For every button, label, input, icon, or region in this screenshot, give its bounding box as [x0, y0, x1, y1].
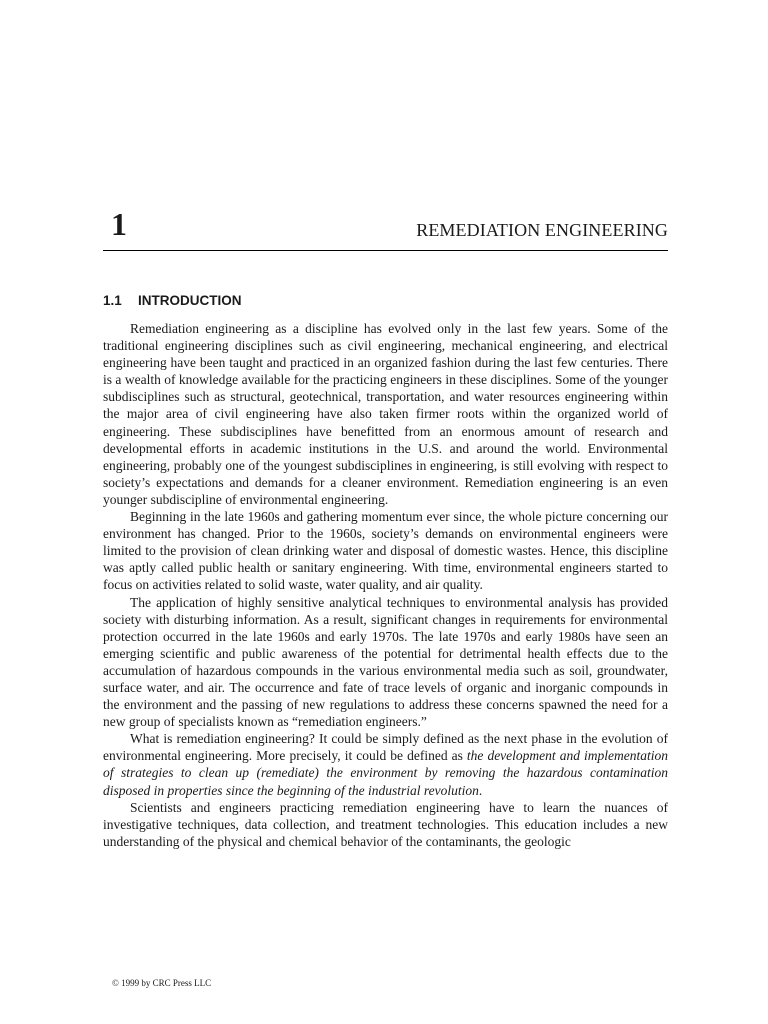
paragraph-tail: .	[478, 782, 483, 798]
paragraph-text: Beginning in the late 1960s and gathering momentum ever since, the whole picture concerning our environment has changed. Prior to the 1960s, society’s demands on environmental engineers were limited to the provision of clean drinking water and disposal of domestic wastes. Hence, this discipline was aptly called public health or sanitary engineering. With time, environmental engineers started to focus on activities related to solid waste, water quality, and air quality.	[103, 509, 668, 593]
section-heading	[103, 292, 242, 310]
chapter-title: REMEDIATION ENGINEERING	[416, 220, 668, 240]
body-text	[103, 320, 668, 850]
paragraph-4	[103, 730, 668, 798]
section-title: INTRODUCTION	[138, 293, 242, 308]
paragraph-5	[103, 799, 668, 850]
definition-emphasis: the development and implementation of strategies to clean up (remediate) the environment by removing the hazardous contamination disposed in properties since the beginning of the industrial revolution	[103, 748, 668, 798]
chapter-number: 1	[111, 206, 127, 242]
section-number: 1.1	[103, 293, 122, 308]
copyright-footer: © 1999 by CRC Press LLC	[112, 978, 212, 988]
paragraph-2	[103, 508, 668, 593]
chapter-header	[103, 204, 668, 251]
paragraph-3	[103, 594, 668, 731]
paragraph-text: What is remediation engineering? It could be simply defined as the next phase in the evolution of environmental engineering. More precisely, it could be defined as	[103, 731, 668, 764]
paragraph-text: Scientists and engineers practicing remediation engineering have to learn the nuances of investigative techniques, data collection, and treatment technologies. This education includes a new understanding of the physical and chemical behavior of the contaminants, the geologic	[103, 799, 668, 849]
paragraph-text: Remediation engineering as a discipline has evolved only in the last few years. Some of the traditional engineering disciplines such as civil engineering, mechanical engineering, and electrical engineering have been taught and practiced in an organized fashion during the last few centuries. There is a wealth of knowledge available for the practicing engineers in these disciplines. Some of the younger subdisciplines such as structural, geotechnical, transportation, and water resources engineering within the major area of civil engineering have also taken firmer roots within the organized world of engineering. These subdisciplines have benefitted from an enormous amount of research and developmental efforts in academic institutions in the U.S. and around the world. Environmental engineering, probably one of the youngest subdisciplines in engineering, is still evolving with respect to society’s expectations and demands for a cleaner environment. Remediation engineering is an even younger subdiscipline of environmental engineering.	[103, 321, 668, 507]
paragraph-text: The application of highly sensitive analytical techniques to environmental analysis has provided society with disturbing information. As a result, significant changes in requirements for environmental protection occurred in the late 1960s and early 1970s. The late 1970s and early 1980s have seen an emerging scientific and public awareness of the potential for detrimental health effects due to the accumulation of hazardous compounds in the various environmental media such as soil, groundwater, surface water, and air. The occurrence and fate of trace levels of organic and inorganic compounds in the environment and the passing of new regulations to address these concerns spawned the need for a new group of specialists known as “remediation engineers.”	[103, 594, 668, 730]
paragraph-1	[103, 320, 668, 508]
